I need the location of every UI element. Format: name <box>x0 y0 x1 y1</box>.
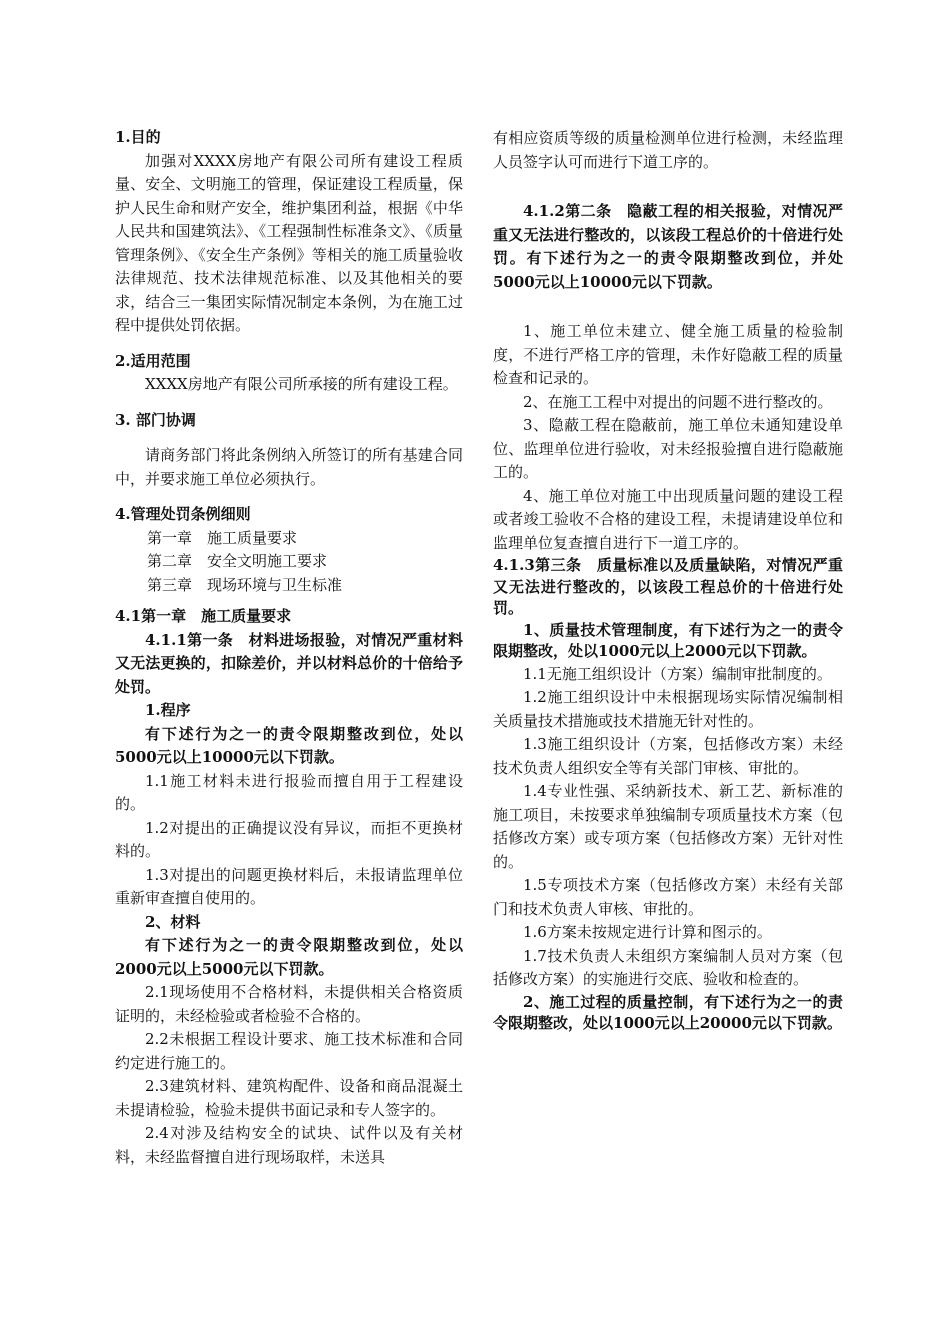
item-1-3: 1.3对提出的问题更换材料后，未报请监理单位重新审查擅自使用的。 <box>115 865 463 907</box>
item-1-2: 1.2对提出的正确提议没有异议，而拒不更换材料的。 <box>115 818 463 860</box>
toc-item-1: 第一章 施工质量要求 <box>147 528 298 547</box>
section-heading-scope: 2.适用范围 <box>115 351 191 370</box>
scope-paragraph: XXXX房地产有限公司所承接的所有建设工程。 <box>145 375 458 393</box>
quality-system-heading: 1、质量技术管理制度，有下述行为之一的责令限期整改，处以1000元以上2000元以下罚款。 <box>493 620 843 660</box>
right-column <box>493 127 843 1035</box>
subheading-procedure: 1.程序 <box>145 701 191 719</box>
article-4-1-1: 4.1.1第一条 材料进场报验，对情况严重材料又无法更换的，扣除差价，并以材料总价的十倍给予处罚。 <box>115 630 463 696</box>
procedure-penalty: 有下述行为之一的责令限期整改到位，处以5000元以上10000元以下罚款。 <box>115 724 463 766</box>
quality-item-1-2: 1.2施工组织设计中未根据现场实际情况编制相关质量技术措施或技术措施无针对性的。 <box>493 688 843 730</box>
quality-item-1-5: 1.5专项技术方案（包括修改方案）未经有关部门和技术负责人审核、审批的。 <box>493 876 843 918</box>
item-2-1: 2.1现场使用不合格材料，未提供相关合格资质证明的，未经检验或者检验不合格的。 <box>115 983 463 1025</box>
section-heading-coordination: 3. 部门协调 <box>115 410 196 429</box>
quality-item-1-1: 1.1无施工组织设计（方案）编制审批制度的。 <box>523 664 832 683</box>
toc-item-3: 第三章 现场环境与卫生标准 <box>147 575 343 594</box>
section-heading-purpose: 1.目的 <box>115 128 161 146</box>
purpose-paragraph: 加强对XXXX房地产有限公司所有建设工程质量、安全、文明施工的管理，保证建设工程质量，保护人民生命和财产安全，维护集团利益，根据《中华人民共和国建筑法》、《工程强制性标准条文》、《质量管理条例》、《安全生产条例》等相关的施工质量验收法律规范、技术法律规范标准、以及其他相关的要求，结合三一集团实际情况制定本条例，为在施工过程中提供处罚依据。 <box>115 151 463 334</box>
coordination-paragraph: 请商务部门将此条例纳入所签订的所有基建合同中，并要求施工单位必须执行。 <box>115 446 463 488</box>
chapter-heading-4-1: 4.1第一章 施工质量要求 <box>115 607 292 625</box>
quality-item-1-7: 1.7技术负责人未组织方案编制人员对方案（包括修改方案）的实施进行交底、验收和检查的。 <box>493 946 843 988</box>
quality-item-1-4: 1.4专业性强、采纳新技术、新工艺、新标准的施工项目，未按要求单独编制专项质量技术方案（包括修改方案）或专项方案（包括修改方案）无针对性的。 <box>493 782 843 871</box>
continued-paragraph: 有相应资质等级的质量检测单位进行检测，未经监理人员签字认可而进行下道工序的。 <box>493 129 843 171</box>
section-heading-rules: 4.管理处罚条例细则 <box>115 505 251 523</box>
toc-item-2: 第二章 安全文明施工要求 <box>147 552 328 570</box>
hidden-work-item-1: 1、施工单位未建立、健全施工质量的检验制度，不进行严格工序的管理，未作好隐蔽工程的质量检查和记录的。 <box>493 322 843 387</box>
hidden-work-item-3: 3、隐蔽工程在隐蔽前，施工单位未通知建设单位、监理单位进行验收，对未经报验擅自进行隐蔽施工的。 <box>493 416 843 481</box>
article-4-1-3: 4.1.3第三条 质量标准以及质量缺陷，对情况严重又无法进行整改的，以该段工程总价的十倍进行处罚。 <box>493 556 843 617</box>
materials-penalty: 有下述行为之一的责令限期整改到位，处以2000元以上5000元以下罚款。 <box>115 936 463 978</box>
subheading-materials: 2、材料 <box>145 912 201 931</box>
process-control-heading: 2、施工过程的质量控制，有下述行为之一的责令限期整改，处以1000元以上20000元以下罚款。 <box>493 992 843 1032</box>
item-2-4: 2.4对涉及结构安全的试块、试件以及有关材料，未经监督擅自进行现场取样，未送具 <box>115 1124 463 1166</box>
item-2-2: 2.2未根据工程设计要求、施工技术标准和合同约定进行施工的。 <box>115 1030 463 1072</box>
hidden-work-item-2: 2、在施工工程中对提出的问题不进行整改的。 <box>523 392 833 411</box>
quality-item-1-6: 1.6方案未按规定进行计算和图示的。 <box>523 923 772 941</box>
quality-item-1-3: 1.3施工组织设计（方案，包括修改方案）未经技术负责人组织安全等有关部门审核、审批的。 <box>493 735 843 777</box>
article-4-1-2: 4.1.2第二条 隐蔽工程的相关报验，对情况严重又无法进行整改的，以该段工程总价的十倍进行处罚。有下述行为之一的责令限期整改到位，并处5000元以上10000元以下罚款。 <box>493 202 843 291</box>
left-column <box>115 126 463 1169</box>
item-1-1: 1.1施工材料未进行报验而擅自用于工程建设的。 <box>115 771 463 813</box>
hidden-work-item-4: 4、施工单位对施工中出现质量问题的建设工程或者竣工验收不合格的建设工程，未提请建设单位和监理单位复查擅自进行下一道工序的。 <box>493 486 843 552</box>
item-2-3: 2.3建筑材料、建筑构配件、设备和商品混凝土未提请检验，检验未提供书面记录和专人签字的。 <box>115 1077 463 1119</box>
